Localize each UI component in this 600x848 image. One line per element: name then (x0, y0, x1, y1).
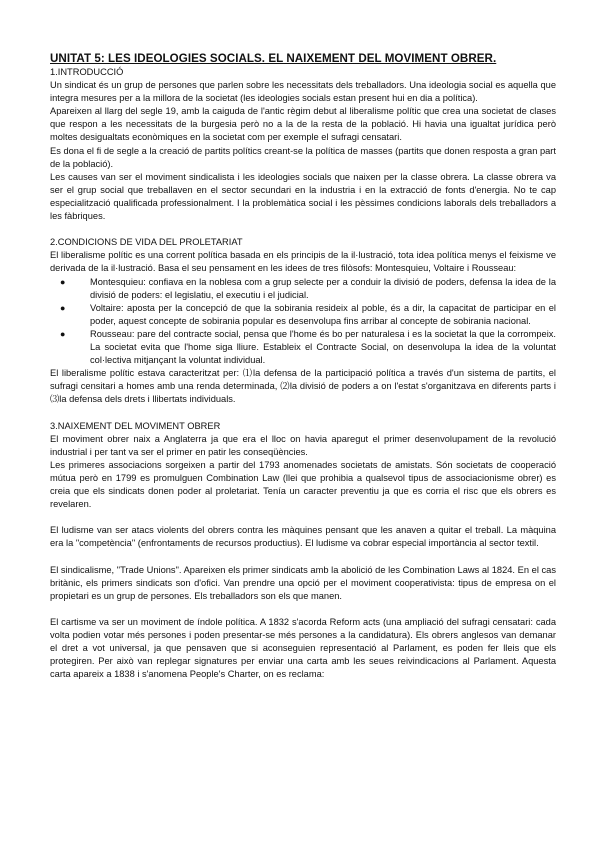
bullet-icon: ● (60, 302, 66, 313)
list-item (60, 328, 556, 367)
bullet-icon: ● (60, 276, 66, 287)
list-item-text: Rousseau: pare del contracte social, pensa que l'home és bo per naturalesa i es la societat la que la corrompeix. La societat evita que l'home siga lliure. Estableix el Contracte Social, on desenvolupa la idea de la voluntat col·lectiva mitjançant la voluntat individual. (90, 328, 556, 366)
bullet-list (50, 276, 556, 368)
paragraph: El sindicalisme, "Trade Unions". Apareixen els primer sindicats amb la abolició de les Combination Laws al 1824. En el cas britànic, els primers sindicats son d'ofici. Van prendre una opció per el moviment cooperativista: tipus de empresa on el propietari es un grup de persones. Els treballadors son els que manen. (50, 564, 556, 601)
list-item (60, 276, 556, 302)
spacer (50, 223, 556, 236)
section-heading-naixement: 3.NAIXEMENT DEL MOVIMENT OBRER (50, 420, 221, 431)
paragraph: El liberalisme polític estava caracteritzat per: ⑴la defensa de la participació política a través d'un sistema de partits, el sufragi censitari a homes amb una renda determinada, ⑵la divisió de poders a on l'estat s'organitzava en diferents parts i ⑶la defensa dels drets i llibertats individuals. (50, 368, 556, 405)
spacer (50, 603, 556, 616)
paragraph: Les causes van ser el moviment sindicalista i les ideologies socials que naixen per la classe obrera. La classe obrera va ser el grup social que treballaven en el sector secundari en la industria i en la extracció de fonts d'energia. No te cap especialització qualificada professionalment. I la problemàtica social i les pèssimes condicions laborals dels treballadors a les fàbriques. (50, 171, 556, 222)
paragraph: Es dona el fi de segle a la creació de partits polítics creant-se la política de masses (partits que donen resposta a gran part de la població). (50, 145, 556, 169)
list-item-text: Voltaire: aposta per la concepció de que la sobirania resideix al poble, és a dir, la capacitat de participar en el poder, aquest concepte de sobirania popular es desenvolupa fins arribar al concepte de sobirania nacional. (90, 302, 556, 326)
spacer (50, 406, 556, 419)
section-heading-introduccio: 1.INTRODUCCIÓ (50, 67, 124, 77)
document-page (50, 52, 556, 681)
paragraph: Apareixen al llarg del segle 19, amb la caiguda de l'antic règim debut al liberalisme polític que crea una societat de clases que respon a les necessitats de la burgesia però no a la de la resta de la població. Hi havia una igualtat jurídica però moltes desigualtats econòmiques en la societat com per exemple el sufragi censatari. (50, 106, 556, 143)
spacer (50, 550, 556, 563)
document-title: UNITAT 5: LES IDEOLOGIES SOCIALS. EL NAIXEMENT DEL MOVIMENT OBRER. (50, 52, 497, 65)
list-item-text: Montesquieu: confiava en la noblesa com a grup selecte per a conduir la divisió de poders, defensa la idea de la divisió de poders: el legislatiu, el executiu i el judicial. (90, 276, 556, 300)
list-item (60, 302, 556, 328)
paragraph: El liberalisme polític es una corrent política basada en els principis de la il·lustració, tota idea política menys el feixisme ve derivada de la il·lustració. Basa el seu pensament en les idees de tres filòsofs: Montesquieu, Voltaire i Rousseau: (50, 250, 556, 274)
paragraph: Les primeres associacions sorgeixen a partir del 1793 anomenades societats de amistats. Són societats de cooperació mútua però en 1799 es promulguen Combination Law (llei que prohibia a qualsevol tipus de associacionisme obrer) es creia que els sindicats donen poder al proletariat. Tenía un caracter preventiu ja que es corria el risc que els obrers es revelaren. (50, 459, 556, 510)
paragraph: El moviment obrer naix a Anglaterra ja que era el lloc on havia aparegut el primer desenvolupament de la revolució industrial i per tant va ser el primer en patir les conseqüències. (50, 433, 556, 457)
paragraph: El ludisme van ser atacs violents del obrers contra les màquines pensant que les anaven a quitar el treball. La màquina era la "competència" (enfrontaments de recursos productius). El ludisme va cobrar especial importància al sector textil. (50, 525, 556, 549)
paragraph: El cartisme va ser un moviment de índole política. A 1832 s'acorda Reform acts (una ampliació del sufragi censatari: cada volta podien votar més persones i poden presentar-se més persones a la candidatura). Els obrers anglesos van demanar el dret a vot universal, ja que pensaven que si aconseguien representació al Parlament, es poden fer lleis que els protegiren. Per això van replegar signatures per enviar una carta amb les seues reivindicacions al Parlament. Aquesta carta apareix a 1838 i s'anomena People's Charter, on es reclama: (50, 616, 556, 680)
section-heading-condicions: 2.CONDICIONS DE VIDA DEL PROLETARIAT (50, 237, 243, 248)
spacer (50, 511, 556, 524)
bullet-icon: ● (60, 328, 66, 339)
paragraph: Un sindicat és un grup de persones que parlen sobre les necessitats dels treballadors. Una ideologia social es aquella que integra mesures per a la millora de la societat (les ideologies socials estan present hui en dia a política). (50, 80, 556, 104)
